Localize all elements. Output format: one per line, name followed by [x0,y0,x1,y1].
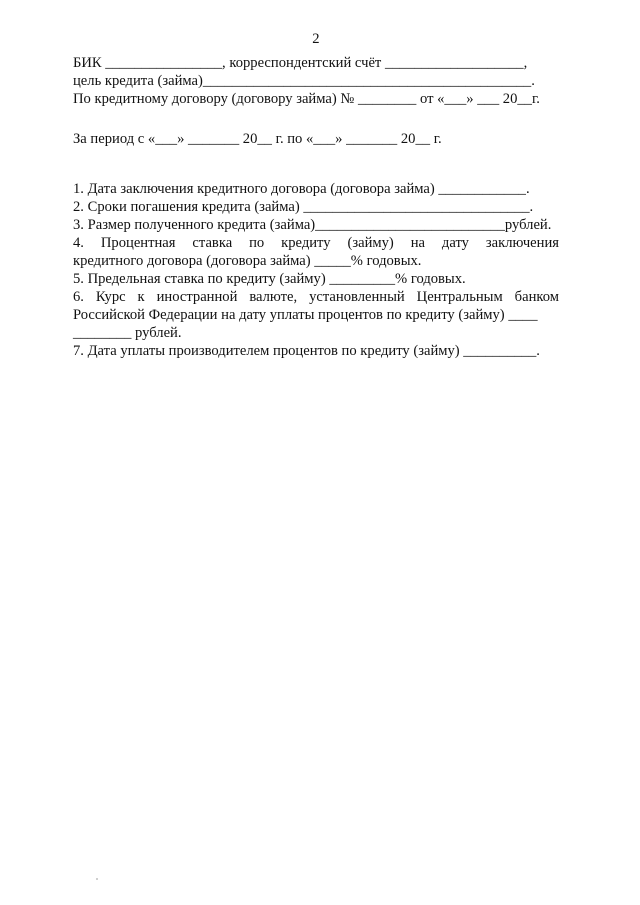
list-item-4-line-2: кредитного договора (договора займа) _____% годовых. [73,253,422,269]
credit-purpose-line: цель кредита (займа)_____________________________________________. [73,73,535,89]
list-item-1: 1. Дата заключения кредитного договора (договора займа) ____________. [73,181,530,197]
list-item-5: 5. Предельная ставка по кредиту (займу) _________% годовых. [73,271,466,287]
list-item-7: 7. Дата уплаты производителем процентов по кредиту (займу) __________. [73,343,540,359]
list-item-2: 2. Сроки погашения кредита (займа) _______________________________. [73,199,534,215]
list-item-6-line-2: Российской Федерации на дату уплаты процентов по кредиту (займу) ____ [73,307,538,323]
document-page [73,30,559,360]
period-line: За период с «___» _______ 20__ г. по «___» _______ 20__ г. [73,131,442,147]
list-item-6-line-3: ________ рублей. [73,325,182,341]
bik-account-line: БИК ________________, корреспондентский счёт ___________________, [73,55,528,71]
bank-details-block [73,54,559,108]
list-item-4-line-1: 4. Процентная ставка по кредиту (займу) на дату заключения [73,235,559,251]
credit-agreement-line: По кредитному договору (договору займа) № ________ от «___» ___ 20__г. [73,91,540,107]
numbered-items-list [73,180,559,360]
list-item-3: 3. Размер полученного кредита (займа)__________________________рублей. [73,217,552,233]
page-number: 2 [312,31,320,47]
list-item-6-line-1: 6. Курс к иностранной валюте, установленный Центральным банком [73,289,559,305]
scan-artifact [96,878,98,880]
